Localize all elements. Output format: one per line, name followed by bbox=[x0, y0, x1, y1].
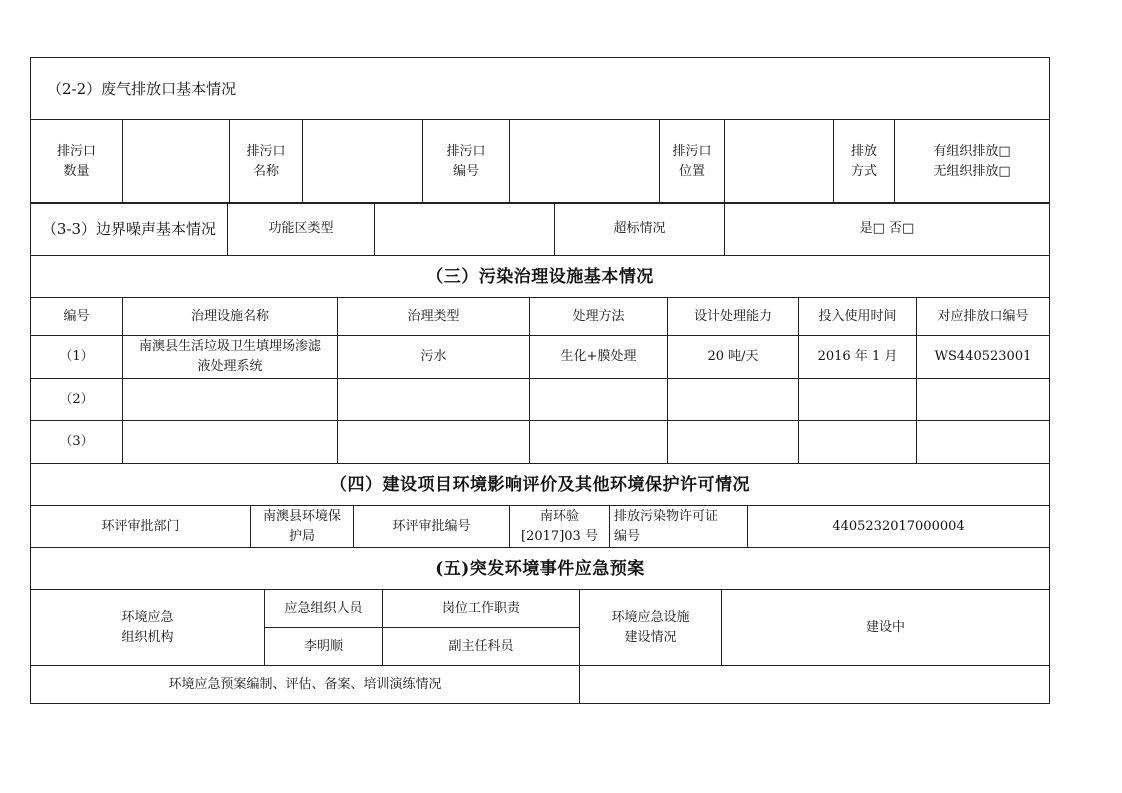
outlet-name-label: 排污口 名称 bbox=[246, 143, 286, 179]
gas-outlet-title: （2-2）废气排放口基本情况 bbox=[31, 58, 1050, 120]
eia-title: （四）建设项目环境影响评价及其他环境保护许可情况 bbox=[31, 464, 1050, 506]
emergency-facility-label: 环境应急设施 建设情况 bbox=[611, 609, 690, 645]
header-method: 处理方法 bbox=[530, 298, 668, 336]
permit-value: 4405232017000004 bbox=[748, 506, 1050, 548]
gas-outlet-section bbox=[30, 57, 1050, 204]
header-treatment-type: 治理类型 bbox=[338, 298, 530, 336]
eia-approval-value: 南环验 [2017]03 号 bbox=[521, 508, 598, 544]
header-no: 编号 bbox=[31, 298, 123, 336]
emergency-plan-value bbox=[580, 666, 1050, 704]
eia-section bbox=[30, 463, 1050, 548]
emission-mode-options: 有组织排放□ 无组织排放□ bbox=[933, 143, 1011, 179]
emergency-title: (五)突发环境事件应急预案 bbox=[31, 548, 1050, 590]
outlet-name-value bbox=[303, 120, 423, 204]
row-no: （3） bbox=[31, 421, 123, 464]
emergency-section bbox=[30, 547, 1050, 704]
eia-approval-label: 环评审批编号 bbox=[354, 506, 510, 548]
row-facility-name: 南澳县生活垃圾卫生填埋场渗滤 液处理系统 bbox=[138, 339, 321, 374]
outlet-count-value bbox=[123, 120, 230, 204]
outlet-location-value bbox=[725, 120, 834, 204]
eia-dept-value: 南澳县环境保 护局 bbox=[262, 508, 341, 544]
row-treatment-type: 污水 bbox=[338, 336, 530, 379]
table-row bbox=[31, 421, 1050, 464]
header-facility-name: 治理设施名称 bbox=[123, 298, 338, 336]
emission-mode-label: 排放 方式 bbox=[850, 143, 877, 179]
header-outlet-code: 对应排放口编号 bbox=[917, 298, 1050, 336]
row-start-date: 2016 年 1 月 bbox=[799, 336, 917, 379]
outlet-count-label: 排污口 数量 bbox=[56, 143, 96, 179]
eia-dept-label: 环评审批部门 bbox=[31, 506, 251, 548]
outlet-location-label: 排污口 位置 bbox=[672, 143, 712, 179]
table-row bbox=[31, 379, 1050, 421]
row-method: 生化+膜处理 bbox=[530, 336, 668, 379]
emergency-person-label: 应急组织人员 bbox=[265, 590, 383, 628]
emergency-duty-label: 岗位工作职责 bbox=[383, 590, 580, 628]
zone-type-value bbox=[375, 203, 555, 256]
row-outlet-code: WS440523001 bbox=[917, 336, 1050, 379]
permit-label: 排放污染物许可证 编号 bbox=[614, 508, 719, 544]
header-capacity: 设计处理能力 bbox=[668, 298, 799, 336]
facilities-section bbox=[30, 255, 1050, 464]
header-start-date: 投入使用时间 bbox=[799, 298, 917, 336]
emergency-person-duty: 副主任科员 bbox=[383, 628, 580, 666]
noise-title: （3-3）边界噪声基本情况 bbox=[31, 203, 228, 256]
exceed-label: 超标情况 bbox=[555, 203, 725, 256]
facilities-title: （三）污染治理设施基本情况 bbox=[31, 256, 1050, 298]
emergency-org-label: 环境应急 组织机构 bbox=[121, 609, 174, 645]
zone-type-label: 功能区类型 bbox=[228, 203, 375, 256]
emergency-facility-value: 建设中 bbox=[722, 590, 1050, 666]
table-row bbox=[31, 336, 1050, 379]
noise-section bbox=[30, 202, 1050, 256]
emergency-plan-label: 环境应急预案编制、评估、备案、培训演练情况 bbox=[31, 666, 580, 704]
outlet-code-label: 排污口 编号 bbox=[446, 143, 486, 179]
row-capacity: 20 吨/天 bbox=[668, 336, 799, 379]
row-no: （2） bbox=[31, 379, 123, 421]
facilities-header-row bbox=[31, 298, 1050, 336]
exceed-options: 是□ 否□ bbox=[725, 203, 1050, 256]
row-no: （1） bbox=[31, 336, 123, 379]
outlet-code-value bbox=[510, 120, 660, 204]
emergency-person-name: 李明顺 bbox=[265, 628, 383, 666]
